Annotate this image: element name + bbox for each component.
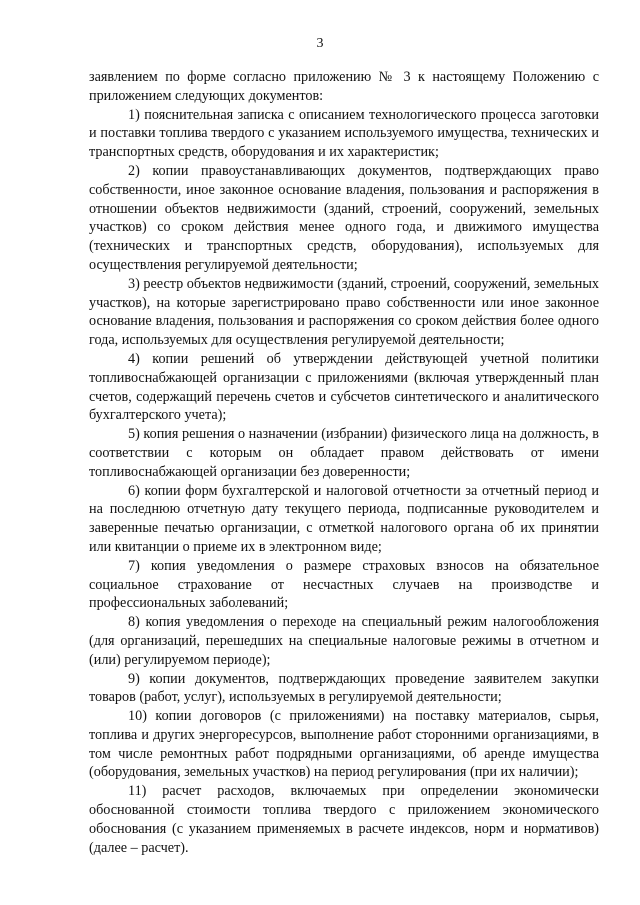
list-item-2: 2) копии правоустанавливающих документов, подтверждающих право собственности, иное законное основание владения, пользования и распоряжения в отношении объектов недвижимости (зданий, строений, сооружений, земельных участков) со сроком действия менее одного года, и движимого имущества (технических и транспортных средств, оборудования), используемых для осуществления регулируемой деятельности; (89, 162, 599, 273)
list-item-3: 3) реестр объектов недвижимости (зданий, строений, сооружений, земельных участков), на которые зарегистрировано право собственности или иное законное основание владения, пользования и распоряжения со сроком действия более одного года, используемых для осуществления регулируемой деятельности; (89, 275, 599, 349)
list-item-11: 11) расчет расходов, включаемых при определении экономически обоснованной стоимости топлива твердого с приложением экономического обоснования (с указанием применяемых в расчете индексов, норм и нормативов) (далее – расчет). (89, 783, 599, 856)
list-item-10: 10) копии договоров (с приложениями) на поставку материалов, сырья, топлива и других энергоресурсов, выполнение работ сторонними организациями, в том числе ремонтных работ подрядными организациями, об аренде имущества (оборудования, земельных участков) на период регулирования (при их наличии); (89, 708, 599, 781)
list-item-5: 5) копия решения о назначении (избрании) физического лица на должность, в соответствии с которым он обладает правом действовать от имени топливоснабжающей организации без доверенности; (89, 426, 599, 480)
list-item-6: 6) копии форм бухгалтерской и налоговой отчетности за отчетный период и на последнюю отчетную дату текущего периода, подписанные руководителем и заверенные печатью организации, с отметкой налогового органа об их принятии или квитанции о приеме их в электронном виде; (89, 482, 599, 555)
page-number: 3 (316, 36, 324, 51)
list-item-9: 9) копии документов, подтверждающих проведение заявителем закупки товаров (работ, услуг), используемых в регулируемой деятельности; (89, 670, 599, 706)
list-item-8: 8) копия уведомления о переходе на специальный режим налогообложения (для организаций, перешедших на специальные налоговые режимы в отчетном и (или) регулируемом периоде); (89, 614, 599, 668)
list-item-4: 4) копии решений об утверждении действующей учетной политики топливоснабжающей организации с приложениями (включая утвержденный план счетов, содержащий перечень счетов и субсчетов синтетического и аналитического бухгалтерского учета); (89, 350, 599, 424)
intro-paragraph: заявлением по форме согласно приложению № 3 к настоящему Положению с приложением следующих документов: (89, 69, 599, 104)
document-body (89, 68, 599, 857)
list-item-1: 1) пояснительная записка с описанием технологического процесса заготовки и поставки топлива твердого с указанием используемого имущества, технических и транспортных средств, оборудования и их характеристик; (89, 106, 599, 161)
list-item-7: 7) копия уведомления о размере страховых взносов на обязательное социальное страхование от несчастных случаев на производстве и профессиональных заболеваний; (89, 557, 599, 612)
